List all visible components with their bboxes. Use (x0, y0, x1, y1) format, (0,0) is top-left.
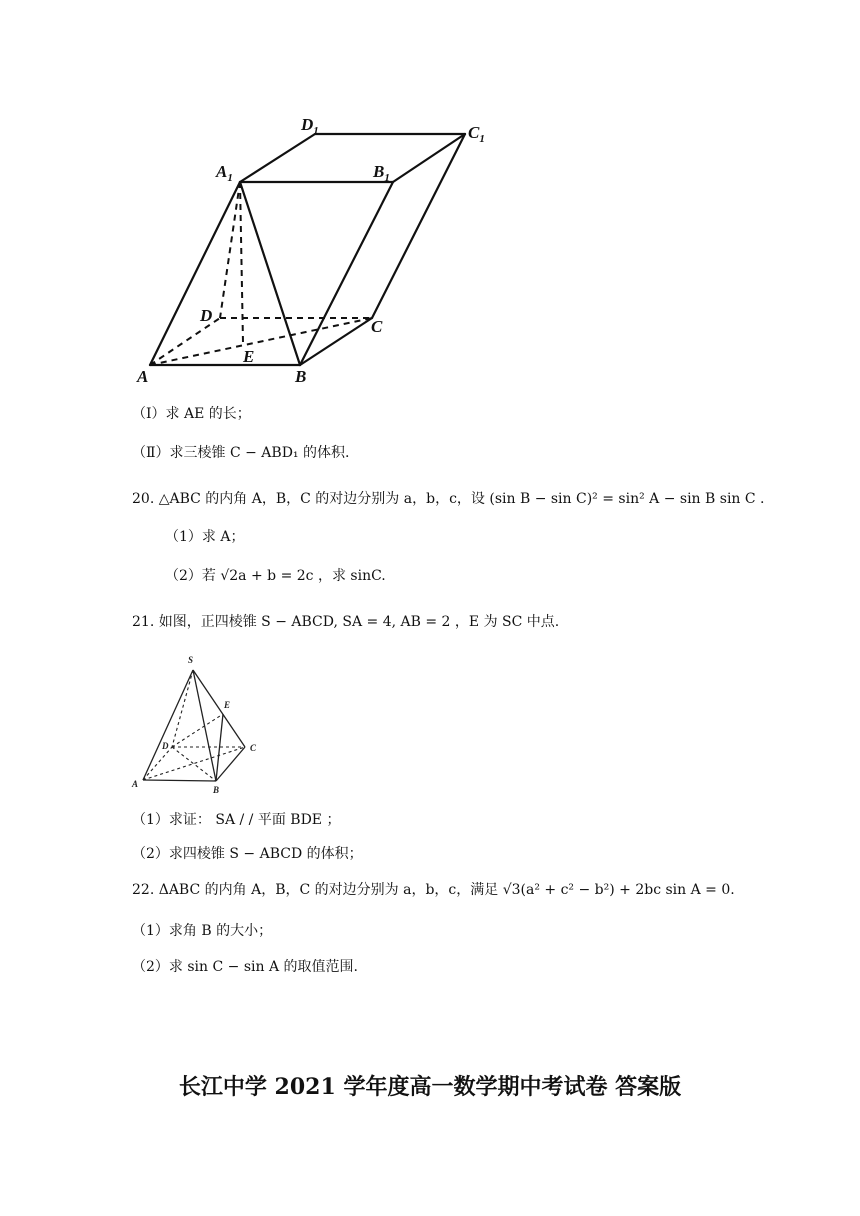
problem22-part1: （1）求角 B 的大小； (132, 923, 273, 939)
pyramid-figure (128, 650, 268, 800)
problem21-part1: （1）求证： SA / / 平面 BDE ； (132, 812, 341, 828)
label-B: B (295, 367, 307, 386)
label-A: A (137, 367, 149, 386)
edge-A1-B (240, 182, 300, 365)
edge-B-B1 (300, 182, 393, 365)
label-B: B (213, 785, 220, 795)
problem22-part2: （2）求 sin C − sin A 的取值范围. (132, 959, 358, 975)
problem20-stem: 20. △ABC 的内角 A，B，C 的对边分别为 a，b，c，设 (sin B − sin C)² = sin² A − sin B sin C . (132, 491, 765, 507)
edge-S-A (143, 670, 193, 780)
label-D: D (200, 306, 213, 325)
dashed-A-C (150, 318, 372, 365)
edge-C-C1 (372, 134, 465, 318)
label-E: E (243, 347, 255, 366)
label-C1: $C_1$ (468, 123, 485, 145)
problem21-part2: （2）求四棱锥 S − ABCD 的体积； (132, 846, 363, 862)
problem22-stem: 22. ΔABC 的内角 A，B，C 的对边分别为 a，b，c，满足 √3(a² + c² − b²) + 2bc sin A = 0. (132, 882, 735, 898)
edge-A1-D1 (240, 134, 315, 182)
label-B1: $B_1$ (373, 162, 390, 184)
dashed-A-D (143, 747, 172, 780)
problem21-stem: 21. 如图，正四棱锥 S − ABCD, SA = 4, AB = 2 ，E 为 SC 中点. (132, 614, 560, 630)
label-S: S (188, 655, 194, 665)
label-E: E (224, 700, 231, 710)
label-A: A (132, 779, 139, 789)
parallelepiped-figure (120, 100, 520, 400)
label-D: D (162, 741, 169, 751)
problem20-part1: （1）求 A； (165, 529, 245, 545)
problem19-part1: （Ⅰ）求 AE 的长； (132, 406, 251, 422)
label-A1: $A_1$ (216, 162, 233, 184)
problem20-part2: （2）若 √2a + b = 2c ，求 sinC. (165, 568, 386, 584)
dashed-A-C (143, 747, 245, 780)
edge-A-B (143, 780, 216, 781)
label-C: C (371, 317, 383, 336)
problem19-part2: （Ⅱ）求三棱锥 C − ABD₁ 的体积. (132, 445, 350, 461)
label-D1: $D_1$ (301, 115, 319, 137)
edge-B1-C1 (393, 134, 465, 182)
answer-version-title: 长江中学 2021 学年度高一数学期中考试卷 答案版 (178, 1074, 682, 1100)
label-C: C (250, 743, 257, 753)
